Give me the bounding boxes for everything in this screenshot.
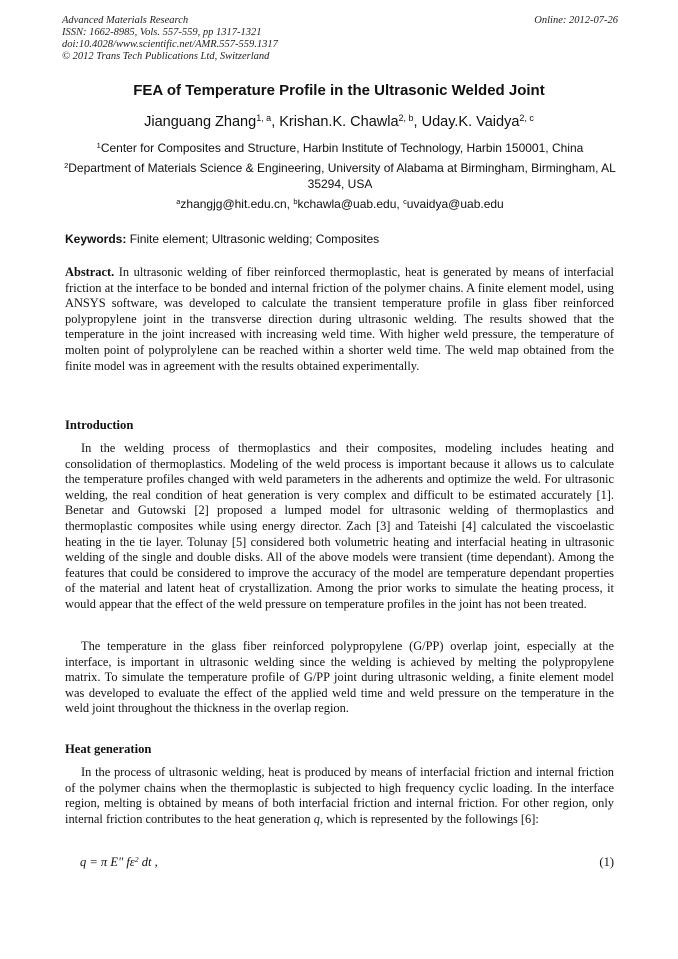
heat-generation-paragraph bbox=[65, 765, 614, 827]
paragraph-text: In the welding process of thermoplastics and their composites, modeling includes heating and consolidation of thermoplastics. Modeling of the weld process is important because it allows us to calculate the temperature profiles changed with weld parameters in the adherents and optimize the weld. For ultrasonic welding, the real condition of heat generation is very complex and difficult to be estimated accurately [1]. Benetar and Gutowski [2] proposed a lumped model for ultrasonic welding of thermoplastics and thermoplastic composites while using energy director. Zach [3] and Tateishi [4] calculated the viscoelastic heating in the tie layer. Tolunay [5] considered both volumetric heating and interfacial heating in ultrasonic welding of the single and double disks. All of the above models were transient (time dependant). Among the features that could be considered to improve the accuracy of the model are temperature dependant properties of the material and latent heat of crystallization. Among the prior works to simulate the heating process, it would appear that the effect of the weld pressure on temperature profiles in the joint has not been treated. bbox=[65, 441, 614, 611]
affiliation-1 bbox=[62, 140, 618, 156]
affiliation-sup: 2 bbox=[64, 160, 69, 170]
equation-rhs: = π E" fε bbox=[86, 855, 135, 869]
journal-name: Advanced Materials Research bbox=[62, 15, 189, 26]
author-name: Jianguang Zhang bbox=[144, 114, 257, 130]
email-sup: c bbox=[403, 196, 407, 206]
keywords-line bbox=[65, 232, 379, 246]
paragraph-text: , which is represented by the followings [6]: bbox=[319, 811, 539, 826]
keywords-label: Keywords: bbox=[65, 232, 127, 246]
author-name: Krishan.K. Chawla bbox=[279, 114, 399, 130]
introduction-paragraph-1 bbox=[65, 441, 614, 613]
issn-line: ISSN: 1662-8985, Vols. 557-559, pp 1317-1321 bbox=[62, 27, 262, 38]
equation-number: (1) bbox=[599, 855, 614, 869]
paragraph-text: In the process of ultrasonic welding, heat is produced by means of interfacial friction and internal friction of the polymer chains when the thermoplastic is subjected to high frequency cyclic loading. In the interface region, melting is obtained by means of both interfacial friction and internal friction. For other region, only internal friction contributes to the heat generation bbox=[65, 765, 614, 826]
author-sup: 2, b bbox=[398, 113, 414, 124]
equation-lhs: q bbox=[80, 855, 87, 869]
copyright-line: © 2012 Trans Tech Publications Ltd, Switzerland bbox=[62, 51, 270, 62]
email-sup: b bbox=[293, 196, 298, 206]
variable-q: q bbox=[313, 811, 320, 826]
author-name: Uday.K. Vaidya bbox=[421, 114, 520, 130]
author-sup: 1, a bbox=[256, 113, 272, 124]
affiliation-2 bbox=[62, 160, 618, 192]
affiliation-text: Department of Materials Science & Engineering, University of Alabama at Birmingham, Birmingham, AL 35294, USA bbox=[68, 161, 616, 191]
author-list: Jianguang Zhang$^{1, a}$, Krishan.K. Chawla$^{2, b}$, Uday.K. Vaidya$^{2, c}$ bbox=[144, 113, 534, 130]
heat-generation-heading: Heat generation bbox=[65, 742, 152, 756]
equation-1 bbox=[80, 855, 614, 870]
paragraph-text: The temperature in the glass fiber reinforced polypropylene (G/PP) overlap joint, especially at the interface, is important in ultrasonic welding since the welding is achieved by melting the polypropylene matrix. To simulate the temperature profile of G/PP joint during ultrasonic welding, a finite element model was developed to evaluate the effect of the applied weld time and weld pressure on the temperature in the weld joint throughout the thickness in the overlap region. bbox=[65, 639, 614, 716]
introduction-paragraph-2 bbox=[65, 639, 614, 717]
abstract-text: In ultrasonic welding of fiber reinforced thermoplastic, heat is generated by means of interfacial friction at the interface to be bonded and internal friction of the polymer chains. A finite element model, using ANSYS software, was developed to calculate the transient temperature profile in glass fiber reinforced polypropylene joint in the transverse direction during ultrasonic welding. The results showed that the temperature in the joint increased with increasing weld time. With higher weld pressure, the temperature of molten point of polyprolylene can be reached within a shorter weld time. The weld map obtained from the finite model was in agreement with the results obtained experimentally. bbox=[65, 265, 614, 373]
introduction-heading: Introduction bbox=[65, 418, 134, 432]
email-link[interactable]: uvaidya@uab.edu bbox=[406, 197, 504, 211]
affiliation-sup: 1 bbox=[96, 140, 101, 150]
author-sup: 2, c bbox=[519, 113, 534, 124]
equation-exponent: 2 bbox=[134, 854, 139, 864]
abstract-block bbox=[65, 265, 614, 374]
abstract-label: Abstract. bbox=[65, 265, 115, 279]
email-sup: a bbox=[176, 196, 181, 206]
author-emails: $^a$zhangjg@hit.edu.cn, $^b$kchawla@uab.edu, $^c$uvaidya@uab.edu bbox=[176, 196, 504, 211]
journal-header bbox=[62, 15, 618, 63]
affiliation-text: Center for Composites and Structure, Harbin Institute of Technology, Harbin 150001, China bbox=[100, 141, 584, 155]
online-date: Online: 2012-07-26 bbox=[534, 15, 618, 26]
email-link[interactable]: kchawla@uab.edu bbox=[297, 197, 397, 211]
email-link[interactable]: zhangjg@hit.edu.cn bbox=[180, 197, 287, 211]
doi-line: doi:10.4028/www.scientific.net/AMR.557-559.1317 bbox=[62, 39, 278, 50]
paper-title: FEA of Temperature Profile in the Ultrasonic Welded Joint bbox=[133, 82, 545, 99]
keywords-text: Finite element; Ultrasonic welding; Composites bbox=[129, 232, 380, 246]
equation-rhs-end: dt , bbox=[138, 855, 158, 869]
